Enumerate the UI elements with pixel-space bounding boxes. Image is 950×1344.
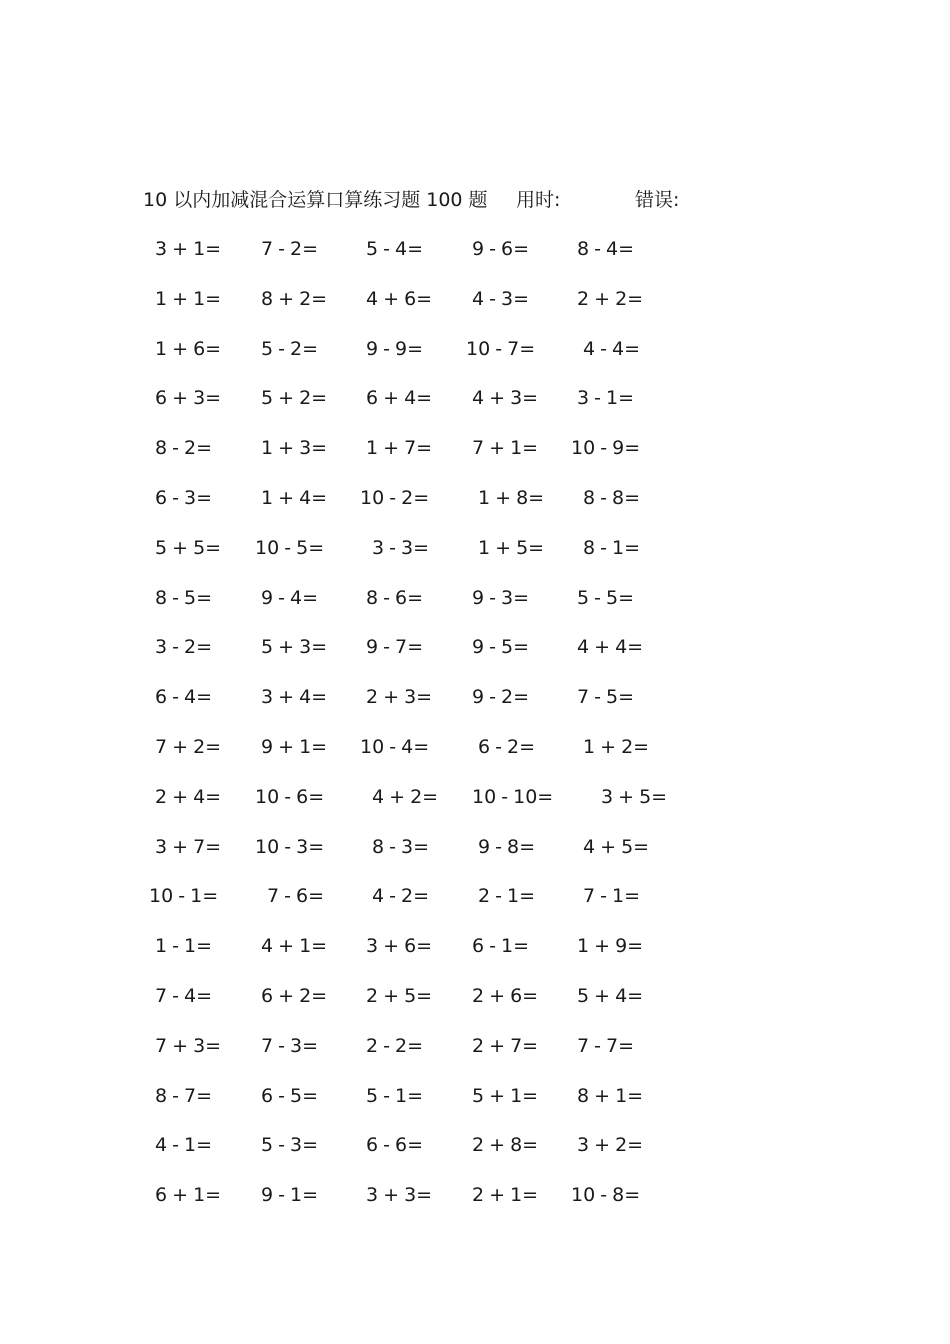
problem-item: 3 + 7= [155, 835, 222, 858]
problem-row [0, 633, 950, 683]
problem-item: 5 + 2= [261, 387, 328, 410]
problem-row [0, 1082, 950, 1132]
problem-item: 7 + 3= [155, 1034, 222, 1057]
problem-item: 10 - 8= [571, 1184, 641, 1207]
problem-item: 2 + 6= [472, 984, 539, 1007]
problem-item: 3 + 6= [366, 935, 433, 958]
problem-item: 7 - 5= [577, 686, 635, 709]
problem-row [0, 1131, 950, 1181]
problem-item: 9 - 6= [472, 238, 530, 260]
problem-item: 1 + 1= [155, 287, 222, 310]
problem-item: 8 - 4= [577, 238, 635, 260]
problem-item: 2 - 2= [366, 1034, 424, 1057]
problem-item: 5 - 3= [261, 1134, 319, 1157]
problem-item: 8 + 2= [261, 287, 328, 310]
problem-item: 1 + 3= [261, 437, 328, 460]
problem-item: 8 - 8= [583, 486, 641, 509]
problem-item: 6 + 1= [155, 1184, 222, 1207]
errors-label: 错误: [635, 189, 680, 211]
problem-row [0, 932, 950, 982]
problem-item: 5 + 4= [577, 984, 644, 1007]
problem-item: 4 - 3= [472, 287, 530, 310]
problem-row [0, 584, 950, 634]
problem-row [0, 1181, 950, 1231]
problem-row [0, 833, 950, 883]
problem-item: 4 + 5= [583, 835, 650, 858]
problem-item: 10 - 7= [466, 337, 536, 360]
problem-item: 6 + 4= [366, 387, 433, 410]
problem-grid [0, 235, 950, 1231]
problem-item: 10 - 2= [360, 486, 430, 509]
problem-item: 2 + 8= [472, 1134, 539, 1157]
problem-item: 3 + 3= [366, 1184, 433, 1207]
time-label: 用时: [516, 189, 561, 211]
problem-item: 3 - 1= [577, 387, 635, 410]
problem-item: 7 + 2= [155, 735, 222, 758]
problem-item: 6 - 5= [261, 1084, 319, 1107]
problem-row [0, 285, 950, 335]
problem-item: 7 - 3= [261, 1034, 319, 1057]
problem-item: 6 - 1= [472, 935, 530, 958]
problem-item: 10 - 3= [255, 835, 325, 858]
problem-item: 10 - 6= [255, 785, 325, 808]
problem-item: 3 - 3= [372, 536, 430, 559]
problem-item: 2 - 1= [478, 885, 536, 908]
problem-item: 9 - 8= [478, 835, 536, 858]
problem-item: 9 - 5= [472, 636, 530, 659]
problem-row [0, 335, 950, 385]
problem-item: 6 - 2= [478, 735, 536, 758]
problem-item: 1 + 8= [478, 486, 545, 509]
problem-item: 8 - 5= [155, 586, 213, 609]
problem-item: 7 - 1= [583, 885, 641, 908]
problem-item: 1 - 1= [155, 935, 213, 958]
problem-item: 7 - 4= [155, 984, 213, 1007]
problem-item: 4 + 1= [261, 935, 328, 958]
problem-item: 7 - 2= [261, 238, 319, 260]
problem-item: 7 - 7= [577, 1034, 635, 1057]
problem-item: 10 - 4= [360, 735, 430, 758]
problem-item: 9 - 2= [472, 686, 530, 709]
problem-item: 4 + 2= [372, 785, 439, 808]
problem-item: 2 + 7= [472, 1034, 539, 1057]
problem-item: 3 - 2= [155, 636, 213, 659]
problem-row [0, 384, 950, 434]
problem-item: 4 + 6= [366, 287, 433, 310]
problem-item: 1 + 6= [155, 337, 222, 360]
problem-item: 4 - 4= [583, 337, 641, 360]
problem-item: 5 + 5= [155, 536, 222, 559]
problem-row [0, 434, 950, 484]
problem-item: 5 - 4= [366, 238, 424, 260]
problem-row [0, 1032, 950, 1082]
problem-item: 8 + 1= [577, 1084, 644, 1107]
problem-item: 8 - 3= [372, 835, 430, 858]
problem-row [0, 683, 950, 733]
problem-item: 7 + 1= [472, 437, 539, 460]
problem-item: 4 + 3= [472, 387, 539, 410]
problem-item: 9 - 1= [261, 1184, 319, 1207]
problem-row [0, 982, 950, 1032]
problem-item: 5 - 5= [577, 586, 635, 609]
problem-item: 6 + 2= [261, 984, 328, 1007]
problem-item: 8 - 7= [155, 1084, 213, 1107]
problem-item: 3 + 5= [601, 785, 668, 808]
problem-item: 4 - 2= [372, 885, 430, 908]
problem-item: 1 + 4= [261, 486, 328, 509]
problem-item: 6 + 3= [155, 387, 222, 410]
problem-item: 9 - 9= [366, 337, 424, 360]
problem-item: 2 + 5= [366, 984, 433, 1007]
problem-item: 5 + 3= [261, 636, 328, 659]
problem-item: 3 + 1= [155, 238, 222, 260]
problem-item: 5 - 2= [261, 337, 319, 360]
problem-row [0, 733, 950, 783]
problem-row [0, 882, 950, 932]
problem-item: 8 - 1= [583, 536, 641, 559]
problem-item: 2 + 4= [155, 785, 222, 808]
problem-item: 2 + 3= [366, 686, 433, 709]
problem-item: 6 - 6= [366, 1134, 424, 1157]
problem-item: 2 + 1= [472, 1184, 539, 1207]
problem-item: 1 + 5= [478, 536, 545, 559]
problem-item: 10 - 5= [255, 536, 325, 559]
problem-item: 5 + 1= [472, 1084, 539, 1107]
problem-item: 4 + 4= [577, 636, 644, 659]
problem-item: 8 - 6= [366, 586, 424, 609]
problem-item: 8 - 2= [155, 437, 213, 460]
problem-item: 10 - 1= [149, 885, 219, 908]
problem-item: 9 - 7= [366, 636, 424, 659]
problem-item: 9 - 3= [472, 586, 530, 609]
problem-item: 1 + 2= [583, 735, 650, 758]
problem-item: 1 + 7= [366, 437, 433, 460]
problem-row [0, 484, 950, 534]
problem-item: 7 - 6= [267, 885, 325, 908]
problem-item: 4 - 1= [155, 1134, 213, 1157]
problem-item: 10 - 9= [571, 437, 641, 460]
problem-item: 6 - 4= [155, 686, 213, 709]
problem-row [0, 235, 950, 285]
problem-item: 2 + 2= [577, 287, 644, 310]
problem-item: 3 + 4= [261, 686, 328, 709]
problem-item: 5 - 1= [366, 1084, 424, 1107]
problem-row [0, 534, 950, 584]
problem-item: 9 - 4= [261, 586, 319, 609]
problem-item: 3 + 2= [577, 1134, 644, 1157]
problem-item: 1 + 9= [577, 935, 644, 958]
problem-row [0, 783, 950, 833]
problem-item: 9 + 1= [261, 735, 328, 758]
problem-item: 6 - 3= [155, 486, 213, 509]
worksheet-title: 10 以内加减混合运算口算练习题 100 题 [143, 189, 488, 211]
problem-item: 10 - 10= [472, 785, 554, 808]
